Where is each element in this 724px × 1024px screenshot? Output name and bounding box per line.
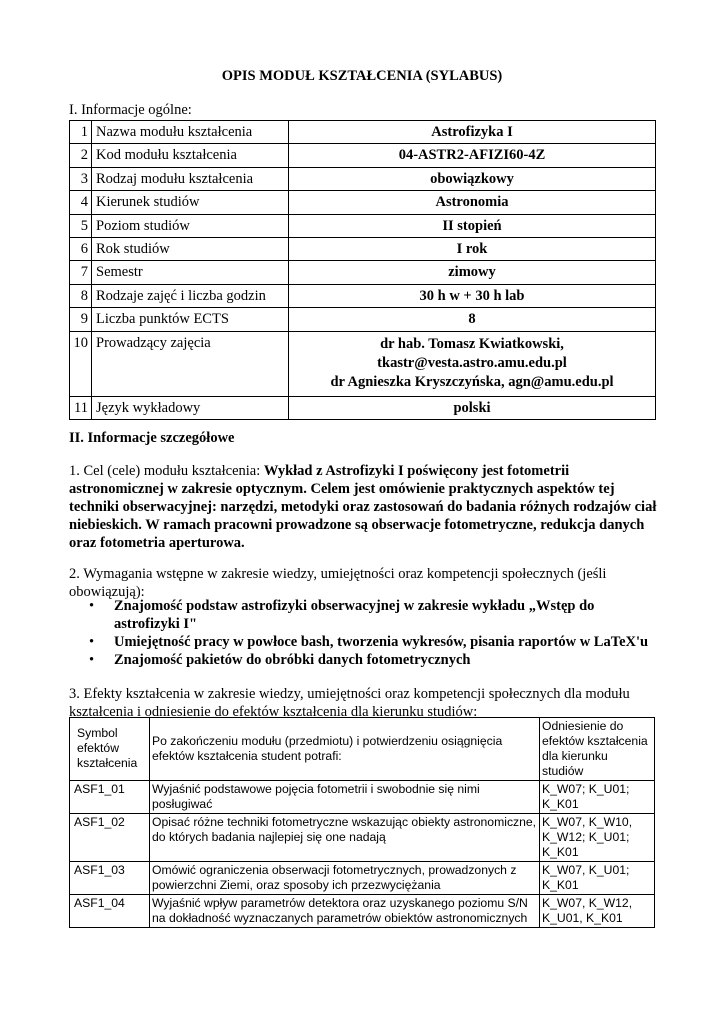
row-number: 10 xyxy=(70,331,92,396)
section2-heading: II. Informacje szczegółowe xyxy=(69,430,235,446)
goal-text: Wykład z Astrofizyki I poświęcony jest fotometrii astronomicznej w zakresie optycznym. Celem jest omówienie praktycznych aspektów tej techniki obserwacyjnej: narzędzi, metodyki oraz zastosowań do badania różnych rodzajów ciał niebieskich. W ramach pracowni prowadzone są obserwacje fotometryczne, redukcja danych oraz fotometria aperturowa. xyxy=(69,463,657,551)
table-row xyxy=(70,237,656,260)
effect-description: Opisać różne techniki fotometryczne wskazując obiekty astronomiczne, do których badania najlepiej się one nadają xyxy=(150,814,540,862)
table-row xyxy=(70,308,656,331)
row-value: zimowy xyxy=(289,261,656,284)
table-header-row xyxy=(70,718,655,781)
row-number: 3 xyxy=(70,167,92,190)
effect-description: Wyjaśnić wpływ parametrów detektora oraz uzyskanego poziomu S/N na dokładność wyznaczanych parametrów obiektów astronomicznych xyxy=(150,895,540,928)
effect-symbol: ASF1_04 xyxy=(70,895,150,928)
table-row xyxy=(70,284,656,307)
requirements-list xyxy=(69,597,659,669)
table-row xyxy=(70,781,655,814)
effect-reference: K_W07; K_U01; K_K01 xyxy=(540,781,655,814)
section1-heading: I. Informacje ogólne: xyxy=(69,102,192,118)
header-symbol: Symbol efektów kształcenia xyxy=(70,718,150,781)
row-number: 9 xyxy=(70,308,92,331)
value-line: dr Agnieszka Kryszczyńska, agn@amu.edu.pl xyxy=(330,373,614,390)
table-row xyxy=(70,144,656,167)
row-label: Kod modułu kształcenia xyxy=(92,144,289,167)
effect-description: Wyjaśnić podstawowe pojęcia fotometrii i swobodnie się nimi posługiwać xyxy=(150,781,540,814)
value-line: dr hab. Tomasz Kwiatkowski, xyxy=(380,335,564,352)
bullet-icon: • xyxy=(89,652,95,668)
requirements-intro: 2. Wymagania wstępne w zakresie wiedzy, umiejętności oraz kompetencji społecznych (jeśli obowiązują): xyxy=(69,566,607,600)
row-label: Rodzaj modułu kształcenia xyxy=(92,167,289,190)
row-label: Liczba punktów ECTS xyxy=(92,308,289,331)
row-number: 1 xyxy=(70,121,92,144)
bullet-icon: • xyxy=(89,598,95,614)
row-number: 5 xyxy=(70,214,92,237)
effect-symbol: ASF1_03 xyxy=(70,862,150,895)
row-value: 04-ASTR2-AFIZI60-4Z xyxy=(289,144,656,167)
row-value xyxy=(289,331,656,396)
row-number: 6 xyxy=(70,237,92,260)
row-value: I rok xyxy=(289,237,656,260)
list-item: • Znajomość podstaw astrofizyki obserwacyjnej w zakresie wykładu „Wstęp do astrofizyki I" xyxy=(89,598,595,632)
table-row xyxy=(70,191,656,214)
table-row xyxy=(70,814,655,862)
row-label: Kierunek studiów xyxy=(92,191,289,214)
row-label: Rodzaje zajęć i liczba godzin xyxy=(92,284,289,307)
row-number: 4 xyxy=(70,191,92,214)
row-value: 8 xyxy=(289,308,656,331)
effect-symbol: ASF1_02 xyxy=(70,814,150,862)
header-description: Po zakończeniu modułu (przedmiotu) i potwierdzeniu osiągnięcia efektów kształcenia student potrafi: xyxy=(150,718,540,781)
row-number: 7 xyxy=(70,261,92,284)
table-row xyxy=(70,167,656,190)
table-row xyxy=(70,331,656,396)
value-line: tkastr@vesta.astro.amu.edu.pl xyxy=(377,354,567,371)
row-value: Astronomia xyxy=(289,191,656,214)
row-number: 11 xyxy=(70,396,92,419)
row-label: Rok studiów xyxy=(92,237,289,260)
goal-paragraph xyxy=(69,462,659,552)
effect-reference: K_W07, K_W10, K_W12; K_U01; K_K01 xyxy=(540,814,655,862)
table-row xyxy=(70,895,655,928)
effect-reference: K_W07, K_W12, K_U01, K_K01 xyxy=(540,895,655,928)
row-value: II stopień xyxy=(289,214,656,237)
row-label: Nazwa modułu kształcenia xyxy=(92,121,289,144)
row-value: obowiązkowy xyxy=(289,167,656,190)
effect-description: Omówić ograniczenia obserwacji fotometrycznych, prowadzonych z powierzchni Ziemi, oraz sposoby ich przezwyciężania xyxy=(150,862,540,895)
general-info-table xyxy=(69,120,656,420)
row-value: Astrofizyka I xyxy=(289,121,656,144)
effect-reference: K_W07, K_U01; K_K01 xyxy=(540,862,655,895)
row-label: Poziom studiów xyxy=(92,214,289,237)
table-row xyxy=(70,214,656,237)
table-row xyxy=(70,862,655,895)
table-row xyxy=(70,396,656,419)
learning-effects-table xyxy=(69,717,655,928)
goal-prefix: 1. Cel (cele) modułu kształcenia: xyxy=(69,463,264,479)
page-title: OPIS MODUŁ KSZTAŁCENIA (SYLABUS) xyxy=(221,68,503,84)
row-label: Semestr xyxy=(92,261,289,284)
row-number: 2 xyxy=(70,144,92,167)
table-row xyxy=(70,261,656,284)
row-value: 30 h w + 30 h lab xyxy=(289,284,656,307)
list-item: • Umiejętność pracy w powłoce bash, tworzenia wykresów, pisania raportów w LaTeX'u xyxy=(89,634,649,650)
row-number: 8 xyxy=(70,284,92,307)
row-label: Język wykładowy xyxy=(92,396,289,419)
header-reference: Odniesienie do efektów kształcenia dla kierunku studiów xyxy=(540,718,655,781)
row-value: polski xyxy=(289,396,656,419)
effects-intro: 3. Efekty kształcenia w zakresie wiedzy, umiejętności oraz kompetencji społecznych dla modułu kształcenia i odniesienie do efektów kształcenia dla kierunku studiów: xyxy=(69,686,630,720)
row-label: Prowadzący zajęcia xyxy=(92,331,289,396)
bullet-icon: • xyxy=(89,634,95,650)
effect-symbol: ASF1_01 xyxy=(70,781,150,814)
list-item: • Znajomość pakietów do obróbki danych fotometrycznych xyxy=(89,652,471,668)
table-row xyxy=(70,121,656,144)
